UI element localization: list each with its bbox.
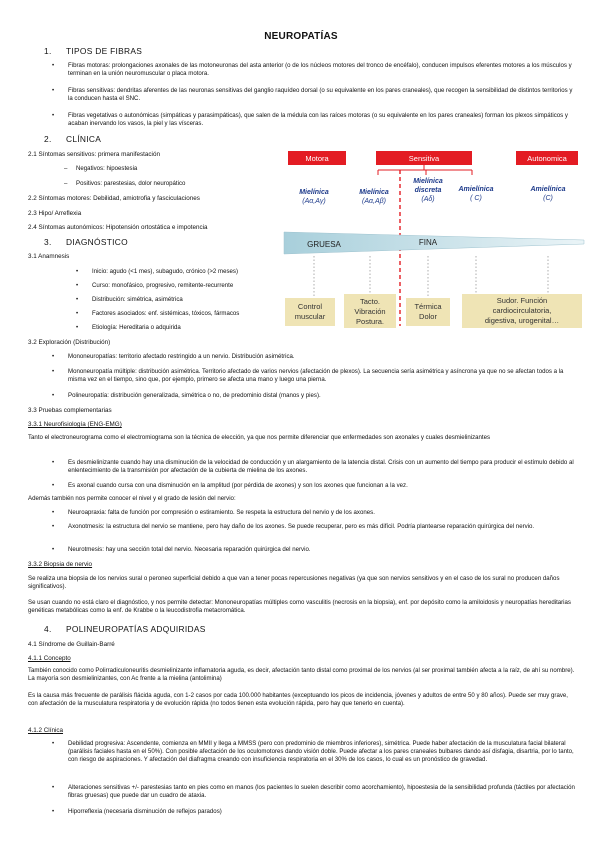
function-label: cardiocirculatoria,: [492, 306, 552, 315]
fiber-label: Mielínica: [359, 189, 389, 196]
paragraph: Es la causa más frecuente de parálisis flácida aguda, con 1-2 casos por cada 100.000 habitantes (exceptuando los picos de incidencia, jóvenes y adultos de entre 50 y 80 años). Puede ser muy grave, con afectación de la musculatura respiratoria y de evolución rápida (no todos tienen esta evolución rápida, pero hay que tenerlo en cuenta).: [28, 692, 568, 708]
page-title: NEUROPATÍAS: [264, 31, 338, 42]
list-item: • Fibras vegetativas o autonómicas (simpáticas y parasimpáticas), que salen de la médula con las raíces motoras (o su equivalente en los pares craneales) forman los plexos simpáticos y acaban inervando los vasos, la piel y las vísceras.: [52, 112, 568, 128]
list-item: • Etiología: Hereditaria o adquirida: [76, 324, 181, 331]
subsection-2-2: 2.2 Síntomas motores: Debilidad, amiotrofia y fasciculaciones: [28, 195, 200, 202]
list-item: • Curso: monofásico, progresivo, remitente-recurrente: [76, 282, 234, 289]
list-item: • Fibras motoras: prolongaciones axonales de las motoneuronas del asta anterior (o de los núcleos motores del tronco de encéfalo), conducen impulsos eferentes motores a los músculos y terminan en la unión neuromuscular o placa motora.: [52, 62, 572, 78]
function-label: Control: [297, 302, 323, 311]
fiber-types-diagram: [280, 148, 588, 348]
list-item: • Polineuropatía: distribución generalizada, simétrica o no, de predominio distal (manos y pies).: [52, 392, 321, 399]
autonomica-label: Autonomica: [527, 154, 567, 163]
list-item: • Neurotmesis: hay una sección total del nervio. Necesaria reparación quirúrgica del nervio.: [52, 546, 311, 553]
fiber-label: ( C): [470, 195, 482, 202]
fina-label: FINA: [418, 238, 438, 247]
fiber-label: Mielínica: [413, 178, 443, 185]
list-item: • Debilidad progresiva: Ascendente, comienza en MMII y llega a MMSS (pero con predominio de miembros inferiores), simétrica. Puede haber afectación de la musculatura facial bilateral (parálisis faciales hasta en el 50%). Con posible afectación de los oculomotores dando visión doble. Puede afectar a los pares craneales bulbares dando así disfagia, disartria, por lo tanto, con riesgo de aspiraciones. Y afectación del diafragma creando con insuficiencia respiratoria en el 30% de los casos, lo cual es un pronóstico de gravedad.: [52, 740, 574, 764]
list-item: • Es axonal cuando cursa con una disminución en la amplitud (por pérdida de axones) y son los axones que funcionan a la vez.: [52, 482, 408, 489]
list-item: • Mononeuropatías: territorio afectado restringido a un nervio. Distribución asimétrica.: [52, 353, 295, 360]
fiber-label: Amielínica: [458, 186, 494, 193]
fiber-label: Mielínica: [299, 189, 329, 196]
subsection-4-1-1: 4.1.1 Concepto: [28, 655, 71, 662]
function-label: Postura.: [356, 317, 384, 326]
subsection-3-3-2: 3.3.2 Biopsia de nervio: [28, 561, 93, 568]
motora-label: Motora: [305, 154, 329, 163]
function-label: digestiva, urogenital…: [484, 316, 560, 325]
list-item: • Alteraciones sensitivas +/- parestesias tanto en pies como en manos (los pacientes lo suelen describir como acorchamiento), hipoestesia de la sensibilidad profunda (táctiles por afectación fibras gruesas) que puede dar un cuadro de ataxia.: [52, 784, 575, 800]
fiber-label: (C): [543, 195, 553, 202]
list-item: – Positivos: parestesias, dolor neuropático: [64, 180, 186, 187]
list-item: • Distribución: simétrica, asimétrica: [76, 296, 183, 303]
gruesa-label: GRUESA: [307, 240, 341, 249]
function-label: Dolor: [419, 312, 437, 321]
paragraph: Se realiza una biopsia de los nervios sural o peroneo superficial debido a que van a tener pocas repercusiones negativas (ya que son nervios sensitivos y en el caso de los sural no producen daños significativos).: [28, 575, 560, 591]
section-2-heading: 2. CLÍNICA: [44, 134, 102, 144]
paragraph: También conocido como Polirradiculoneuritis desmielinizante inflamatoria aguda, es decir, afectación tanto distal como proximal de los nervios (al ser proximal también afecta a la raíz, de ahí su nombre). La mayoría son desmielinizantes, con Ac frente a la mielina (antolimina): [28, 667, 575, 683]
paragraph: Además también nos permite conocer el nivel y el grado de lesión del nervio:: [28, 495, 236, 502]
list-item: • Es desmielinizante cuando hay una disminución de la velocidad de conducción y un alargamiento de la latencia distal. Crisis con un aumento del tiempo para producir el estímulo debido al enlentecimiento de la transmisión por afectación de la cubierta de mielina de los axones.: [52, 459, 574, 475]
sensitiva-label: Sensitiva: [408, 154, 440, 163]
list-item: • Fibras sensitivas: dendritas aferentes de las neuronas sensitivas del ganglio raquídeo dorsal (o su equivalente en los pares craneales), que recogen la sensibilidad de distintos territorios y la conducen hasta el SNC.: [52, 87, 573, 103]
function-label: Sudor. Función: [496, 296, 548, 305]
subsection-3-2: 3.2 Exploración (Distribución): [28, 339, 111, 346]
subsection-3-3: 3.3 Pruebas complementarias: [28, 407, 112, 414]
section-3-heading: 3. DIAGNÓSTICO: [44, 237, 128, 247]
fiber-label: Amielínica: [530, 186, 566, 193]
list-item: • Inicio: agudo (<1 mes), subagudo, crónico (>2 meses): [76, 268, 238, 275]
subsection-2-1: 2.1 Síntomas sensitivos: primera manifestación: [28, 151, 160, 158]
function-label: Vibración: [354, 307, 386, 316]
list-item: • Neuroapraxia: falta de función por compresión o estiramiento. Se respeta la estructura del nervio y de los axones.: [52, 509, 375, 516]
list-item: • Mononeuropatía múltiple: distribución asimétrica. Territorio afectado de varios nervios (afectación de plexos). La secuencia sería asimétrica y asíncrona ya que no se afectan todos a la misma vez en el tiempo, sino que, por ejemplo, primero se afecta una mano y luego una pierna.: [52, 368, 564, 384]
list-item: • Hiporreflexia (necesaria disminución de reflejos parados): [52, 808, 222, 815]
fiber-label: (Aδ): [421, 196, 435, 203]
section-1-heading: 1. TIPOS DE FIBRAS: [44, 46, 143, 56]
list-item: • Axonotmesis: la estructura del nervio se mantiene, pero hay daño de los axones. Se puede recuperar, pero es más difícil. Podría plantearse reparación quirúrgica del nervio.: [52, 523, 535, 530]
fiber-label: (Aα,Aβ): [362, 198, 386, 205]
function-label: Tacto.: [359, 297, 381, 306]
section-4-heading: 4. POLINEUROPATÍAS ADQUIRIDAS: [44, 624, 206, 634]
subsection-4-1: 4.1 Síndrome de Guillain-Barré: [28, 641, 115, 648]
subsection-2-3: 2.3 Hipo/ Arreflexia: [28, 210, 82, 217]
list-item: – Negativos: hipoestesia: [64, 165, 138, 172]
function-label: Térmica: [414, 302, 442, 311]
paragraph: Tanto el electroneurograma como el electromiograma son la técnica de elección, ya que nos permite diferenciar que enfermedades son axonales y cuales desmielinizantes: [28, 434, 491, 441]
fiber-label: (Aα,Aγ): [302, 198, 326, 205]
subsection-3-1: 3.1 Anamnesis: [28, 253, 70, 260]
list-item: • Factores asociados: enf. sistémicas, tóxicos, fármacos: [76, 310, 240, 317]
subsection-4-1-2: 4.1.2 Clínica: [28, 727, 64, 734]
subsection-2-4: 2.4 Síntomas autonómicos: Hipotensión ortostática e impotencia: [28, 224, 208, 231]
fiber-label: discreta: [414, 187, 442, 194]
subsection-3-3-1: 3.3.1 Neurofisiología (ENG-EMG): [28, 421, 122, 428]
paragraph: Se usan cuando no está claro el diagnóstico, y nos permite detectar: Mononeuropatías múltiples como vasculitis (necrosis en la biopsia), enf. por depósito como la amiloidosis y neuropatías hereditarias genéticas metabólicas como la enf. de Krabbe o la leucodistrofia metacromática.: [28, 599, 571, 615]
function-label: muscular: [294, 312, 326, 321]
